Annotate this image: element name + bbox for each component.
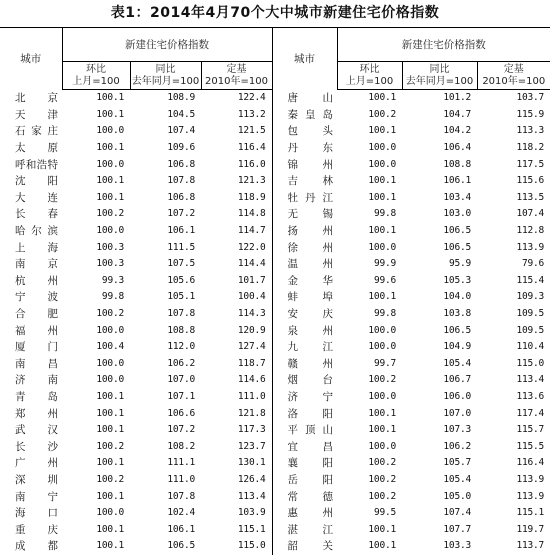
left-fixed-cell: 122.4 [237, 92, 266, 104]
right-city-cell: 徐 州 [272, 239, 337, 256]
left-mom-cell: 100.2 [96, 208, 124, 220]
right-mom-cell: 99.8 [373, 308, 397, 320]
left-mom-cell: 100.1 [96, 142, 124, 154]
right-mom-cell: 99.6 [373, 274, 397, 286]
right-yoy-cell: 105.3 [443, 274, 472, 286]
right-fixed-cell: 110.4 [516, 341, 545, 353]
right-fixed-cell: 113.4 [516, 374, 545, 386]
left-yoy-cell: 107.5 [167, 258, 195, 270]
left-yoy-cell: 106.1 [167, 523, 195, 535]
left-mom-cell: 100.1 [96, 407, 124, 419]
left-yoy-cell: 105.1 [167, 291, 195, 303]
header-yoy-left: 同比 去年同月=100 [130, 62, 201, 90]
right-yoy-cell: 106.5 [443, 324, 472, 336]
right-fixed-cell: 117.5 [516, 158, 545, 170]
right-yoy-cell: 107.4 [443, 507, 472, 519]
right-mom-cell: 99.8 [373, 208, 397, 220]
table-body [0, 90, 550, 555]
left-mom-cell: 100.0 [96, 374, 124, 386]
right-yoy-cell: 107.7 [443, 523, 472, 535]
table-row [0, 372, 550, 389]
right-yoy-cell: 106.5 [443, 241, 472, 253]
right-mom-cell: 100.2 [368, 490, 397, 502]
left-fixed-cell: 116.4 [237, 142, 266, 154]
right-city-cell: 锦 州 [272, 156, 337, 173]
header-mom-left: 环比 上月=100 [62, 62, 130, 90]
right-yoy-cell: 103.4 [443, 191, 472, 203]
right-yoy-cell: 105.7 [443, 457, 472, 469]
left-city-cell: 沈 阳 [15, 175, 58, 188]
right-yoy-cell: 105.4 [443, 357, 472, 369]
left-yoy-cell: 107.0 [167, 374, 195, 386]
table-row [0, 422, 550, 439]
left-mom-cell: 100.1 [96, 175, 124, 187]
left-fixed-cell: 115.0 [237, 540, 266, 552]
left-city-cell: 海 口 [15, 507, 58, 520]
left-mom-cell: 100.0 [96, 225, 124, 237]
right-mom-cell: 100.2 [368, 108, 397, 120]
left-fixed-cell: 113.2 [237, 108, 266, 120]
left-fixed-cell: 100.4 [237, 291, 266, 303]
table-row [0, 356, 550, 373]
left-fixed-cell: 114.6 [237, 374, 266, 386]
right-fixed-cell: 118.2 [516, 142, 545, 154]
right-mom-cell: 100.1 [368, 523, 397, 535]
left-fixed-cell: 118.7 [237, 357, 266, 369]
right-fixed-cell: 109.5 [516, 324, 545, 336]
header-city-left: 城市 [0, 28, 62, 90]
right-fixed-cell: 107.4 [516, 208, 545, 220]
left-yoy-cell: 108.8 [167, 324, 195, 336]
left-city-cell: 北 京 [15, 92, 58, 105]
right-mom-cell: 100.1 [368, 175, 397, 187]
right-fixed-cell: 116.4 [516, 457, 545, 469]
right-yoy-cell: 106.0 [443, 390, 472, 402]
right-city-cell: 烟 台 [272, 372, 337, 389]
left-yoy-cell: 111.0 [167, 473, 195, 485]
right-mom-cell: 100.0 [368, 158, 397, 170]
table-row [0, 306, 550, 323]
left-yoy-cell: 106.8 [167, 158, 195, 170]
left-mom-cell: 100.3 [96, 241, 124, 253]
right-city-cell: 包 头 [272, 123, 337, 140]
right-fixed-cell: 113.6 [516, 390, 545, 402]
left-mom-cell: 100.1 [96, 490, 124, 502]
header-mom-right: 环比 上月=100 [337, 62, 402, 90]
left-fixed-cell: 116.0 [237, 158, 266, 170]
left-yoy-cell: 109.6 [167, 142, 195, 154]
right-city-cell: 吉 林 [272, 173, 337, 190]
right-city-cell: 惠 州 [272, 505, 337, 522]
left-fixed-cell: 121.8 [237, 407, 266, 419]
left-city-cell: 杭 州 [15, 274, 58, 287]
left-city-cell: 武 汉 [15, 424, 58, 437]
left-city-cell: 长 沙 [15, 440, 58, 453]
right-yoy-cell: 107.0 [443, 407, 472, 419]
right-fixed-cell: 115.5 [516, 440, 545, 452]
left-yoy-cell: 106.6 [167, 407, 195, 419]
header-group-left: 新建住宅价格指数 [62, 28, 272, 62]
table-row [0, 472, 550, 489]
table-row [0, 239, 550, 256]
left-city-cell: 广 州 [15, 457, 58, 470]
right-city-cell: 平 顶 山 [272, 422, 337, 439]
table-row [0, 190, 550, 207]
left-city-cell: 厦 门 [15, 341, 58, 354]
table-row [0, 455, 550, 472]
left-yoy-cell: 106.5 [167, 540, 195, 552]
header-city-right: 城市 [272, 28, 337, 90]
right-fixed-cell: 113.5 [516, 191, 545, 203]
table-row [0, 521, 550, 538]
left-fixed-cell: 123.7 [237, 440, 266, 452]
header-group-right: 新建住宅价格指数 [337, 28, 550, 62]
left-city-cell: 石 家 庄 [15, 125, 58, 138]
left-mom-cell: 100.2 [96, 308, 124, 320]
left-fixed-cell: 113.4 [237, 490, 266, 502]
table-row [0, 107, 550, 124]
right-yoy-cell: 95.9 [448, 258, 472, 270]
table-row [0, 505, 550, 522]
left-mom-cell: 99.3 [101, 274, 124, 286]
right-yoy-cell: 103.0 [443, 208, 472, 220]
left-fixed-cell: 130.1 [237, 457, 266, 469]
left-mom-cell: 100.0 [96, 324, 124, 336]
left-fixed-cell: 114.7 [237, 225, 266, 237]
right-yoy-cell: 107.3 [443, 424, 472, 436]
left-city-cell: 青 岛 [15, 390, 58, 403]
left-city-cell: 郑 州 [15, 407, 58, 420]
right-yoy-cell: 106.1 [443, 175, 472, 187]
right-mom-cell: 100.1 [368, 540, 397, 552]
right-fixed-cell: 113.7 [516, 540, 545, 552]
right-city-cell: 无 锡 [272, 206, 337, 223]
left-fixed-cell: 122.0 [237, 241, 266, 253]
right-yoy-cell: 104.9 [443, 341, 472, 353]
table-row [0, 339, 550, 356]
right-city-cell: 唐 山 [272, 90, 337, 107]
right-yoy-cell: 101.2 [443, 92, 472, 104]
left-fixed-cell: 121.5 [237, 125, 266, 137]
right-fixed-cell: 113.9 [516, 473, 545, 485]
left-yoy-cell: 107.8 [167, 308, 195, 320]
right-city-cell: 宜 昌 [272, 438, 337, 455]
left-city-cell: 太 原 [15, 142, 58, 155]
table-row [0, 90, 550, 107]
left-yoy-cell: 108.2 [167, 440, 195, 452]
left-city-cell: 成 都 [15, 540, 58, 553]
right-city-cell: 岳 阳 [272, 472, 337, 489]
left-mom-cell: 100.1 [96, 92, 124, 104]
table-row [0, 405, 550, 422]
left-fixed-cell: 114.3 [237, 308, 266, 320]
left-mom-cell: 100.2 [96, 473, 124, 485]
left-yoy-cell: 104.5 [167, 108, 195, 120]
table-row [0, 488, 550, 505]
right-fixed-cell: 115.6 [516, 175, 545, 187]
left-city-cell: 天 津 [15, 108, 58, 121]
left-fixed-cell: 126.4 [237, 473, 266, 485]
right-city-cell: 韶 关 [272, 538, 337, 555]
left-mom-cell: 100.0 [96, 158, 124, 170]
left-city-cell: 大 连 [15, 191, 58, 204]
right-mom-cell: 100.1 [368, 125, 397, 137]
left-fixed-cell: 121.3 [237, 175, 266, 187]
left-fixed-cell: 118.9 [237, 191, 266, 203]
right-city-cell: 蚌 埠 [272, 289, 337, 306]
page-title: 表1：2014年4月70个大中城市新建住宅价格指数 [110, 5, 440, 21]
left-mom-cell: 100.3 [96, 258, 124, 270]
left-yoy-cell: 107.8 [167, 490, 195, 502]
left-yoy-cell: 107.2 [167, 424, 195, 436]
right-fixed-cell: 117.4 [516, 407, 545, 419]
right-city-cell: 丹 东 [272, 140, 337, 157]
left-mom-cell: 99.8 [101, 291, 124, 303]
right-fixed-cell: 109.5 [516, 308, 545, 320]
right-mom-cell: 100.2 [368, 473, 397, 485]
right-yoy-cell: 104.2 [443, 125, 472, 137]
right-mom-cell: 100.1 [368, 424, 397, 436]
right-fixed-cell: 113.9 [516, 490, 545, 502]
left-city-cell: 南 京 [15, 258, 58, 271]
left-mom-cell: 100.1 [96, 523, 124, 535]
left-mom-cell: 100.0 [96, 507, 124, 519]
left-fixed-cell: 114.8 [237, 208, 266, 220]
left-fixed-cell: 111.0 [237, 390, 266, 402]
price-index-table [0, 27, 550, 555]
left-mom-cell: 100.1 [96, 540, 124, 552]
right-mom-cell: 100.2 [368, 457, 397, 469]
right-fixed-cell: 113.3 [516, 125, 545, 137]
right-fixed-cell: 115.9 [516, 108, 545, 120]
right-city-cell: 扬 州 [272, 223, 337, 240]
right-mom-cell: 100.1 [368, 291, 397, 303]
left-yoy-cell: 111.5 [167, 241, 195, 253]
left-mom-cell: 100.1 [96, 108, 124, 120]
right-yoy-cell: 104.0 [443, 291, 472, 303]
table-row [0, 173, 550, 190]
right-mom-cell: 99.5 [373, 507, 397, 519]
left-yoy-cell: 112.0 [167, 341, 195, 353]
right-yoy-cell: 106.5 [443, 225, 472, 237]
left-yoy-cell: 107.2 [167, 208, 195, 220]
right-city-cell: 赣 州 [272, 356, 337, 373]
right-fixed-cell: 115.4 [516, 274, 545, 286]
right-city-cell: 牡 丹 江 [272, 190, 337, 207]
table-row [0, 156, 550, 173]
table-row [0, 322, 550, 339]
left-yoy-cell: 107.1 [167, 390, 195, 402]
left-mom-cell: 100.4 [96, 341, 124, 353]
right-mom-cell: 100.0 [368, 142, 397, 154]
right-fixed-cell: 115.0 [516, 357, 545, 369]
table-row [0, 140, 550, 157]
left-city-cell: 宁 波 [15, 291, 58, 304]
left-mom-cell: 100.1 [96, 191, 124, 203]
right-city-cell: 温 州 [272, 256, 337, 273]
right-yoy-cell: 103.8 [443, 308, 472, 320]
right-mom-cell: 100.1 [368, 225, 397, 237]
right-mom-cell: 100.1 [368, 92, 397, 104]
right-mom-cell: 100.0 [368, 440, 397, 452]
left-fixed-cell: 103.9 [237, 507, 266, 519]
header-fixed-left: 定基 2010年=100 [201, 62, 272, 90]
left-city-cell: 上 海 [15, 241, 58, 254]
right-fixed-cell: 115.7 [516, 424, 545, 436]
left-city-cell: 重 庆 [15, 523, 58, 536]
right-fixed-cell: 79.6 [521, 258, 545, 270]
right-fixed-cell: 113.9 [516, 241, 545, 253]
right-fixed-cell: 115.1 [516, 507, 545, 519]
table-row [0, 389, 550, 406]
left-city-cell: 南 宁 [15, 490, 58, 503]
left-mom-cell: 100.2 [96, 440, 124, 452]
left-city-cell: 长 春 [15, 208, 58, 221]
right-city-cell: 秦 皇 岛 [272, 107, 337, 124]
left-city-cell: 济 南 [15, 374, 58, 387]
left-yoy-cell: 107.4 [167, 125, 195, 137]
left-city-cell: 合 肥 [15, 308, 58, 321]
right-yoy-cell: 103.3 [443, 540, 472, 552]
right-yoy-cell: 104.7 [443, 108, 472, 120]
left-yoy-cell: 106.1 [167, 225, 195, 237]
left-yoy-cell: 106.8 [167, 191, 195, 203]
right-fixed-cell: 112.8 [516, 225, 545, 237]
right-city-cell: 济 宁 [272, 389, 337, 406]
left-mom-cell: 100.0 [96, 125, 124, 137]
right-mom-cell: 100.0 [368, 324, 397, 336]
table-row [0, 273, 550, 290]
left-fixed-cell: 101.7 [237, 274, 266, 286]
right-mom-cell: 99.7 [373, 357, 397, 369]
right-city-cell: 常 德 [272, 488, 337, 505]
left-yoy-cell: 102.4 [167, 507, 195, 519]
left-mom-cell: 100.0 [96, 357, 124, 369]
table-row [0, 223, 550, 240]
left-mom-cell: 100.1 [96, 457, 124, 469]
left-yoy-cell: 108.9 [167, 92, 195, 104]
right-mom-cell: 100.1 [368, 191, 397, 203]
right-city-cell: 金 华 [272, 273, 337, 290]
left-city-cell: 福 州 [15, 324, 58, 337]
left-fixed-cell: 120.9 [237, 324, 266, 336]
right-yoy-cell: 105.4 [443, 473, 472, 485]
right-yoy-cell: 106.2 [443, 440, 472, 452]
right-mom-cell: 100.0 [368, 241, 397, 253]
left-city-cell: 南 昌 [15, 357, 58, 370]
table-row [0, 538, 550, 555]
table-row [0, 438, 550, 455]
right-city-cell: 九 江 [272, 339, 337, 356]
left-mom-cell: 100.1 [96, 424, 124, 436]
right-yoy-cell: 105.0 [443, 490, 472, 502]
right-city-cell: 襄 阳 [272, 455, 337, 472]
right-mom-cell: 100.1 [368, 407, 397, 419]
left-city-cell: 呼和浩特 [15, 158, 58, 171]
right-fixed-cell: 109.3 [516, 291, 545, 303]
left-mom-cell: 100.1 [96, 390, 124, 402]
table-row [0, 289, 550, 306]
right-mom-cell: 99.9 [373, 258, 397, 270]
right-fixed-cell: 119.7 [516, 523, 545, 535]
right-city-cell: 安 庆 [272, 306, 337, 323]
table-row [0, 206, 550, 223]
right-fixed-cell: 103.7 [516, 92, 545, 104]
right-mom-cell: 100.2 [368, 374, 397, 386]
left-city-cell: 哈 尔 滨 [15, 225, 58, 238]
right-city-cell: 泉 州 [272, 322, 337, 339]
table-row [0, 123, 550, 140]
right-yoy-cell: 106.7 [443, 374, 472, 386]
header-fixed-right: 定基 2010年=100 [477, 62, 550, 90]
right-city-cell: 洛 阳 [272, 405, 337, 422]
table-row [0, 256, 550, 273]
left-fixed-cell: 115.1 [237, 523, 266, 535]
left-yoy-cell: 105.6 [167, 274, 195, 286]
right-city-cell: 湛 江 [272, 521, 337, 538]
left-fixed-cell: 114.4 [237, 258, 266, 270]
left-yoy-cell: 111.1 [167, 457, 195, 469]
left-fixed-cell: 117.3 [237, 424, 266, 436]
right-yoy-cell: 106.4 [443, 142, 472, 154]
left-yoy-cell: 107.8 [167, 175, 195, 187]
right-mom-cell: 100.0 [368, 390, 397, 402]
right-yoy-cell: 108.8 [443, 158, 472, 170]
header-yoy-right: 同比 去年同月=100 [402, 62, 477, 90]
left-fixed-cell: 127.4 [237, 341, 266, 353]
left-yoy-cell: 106.2 [167, 357, 195, 369]
right-mom-cell: 100.0 [368, 341, 397, 353]
left-city-cell: 深 圳 [15, 473, 58, 486]
